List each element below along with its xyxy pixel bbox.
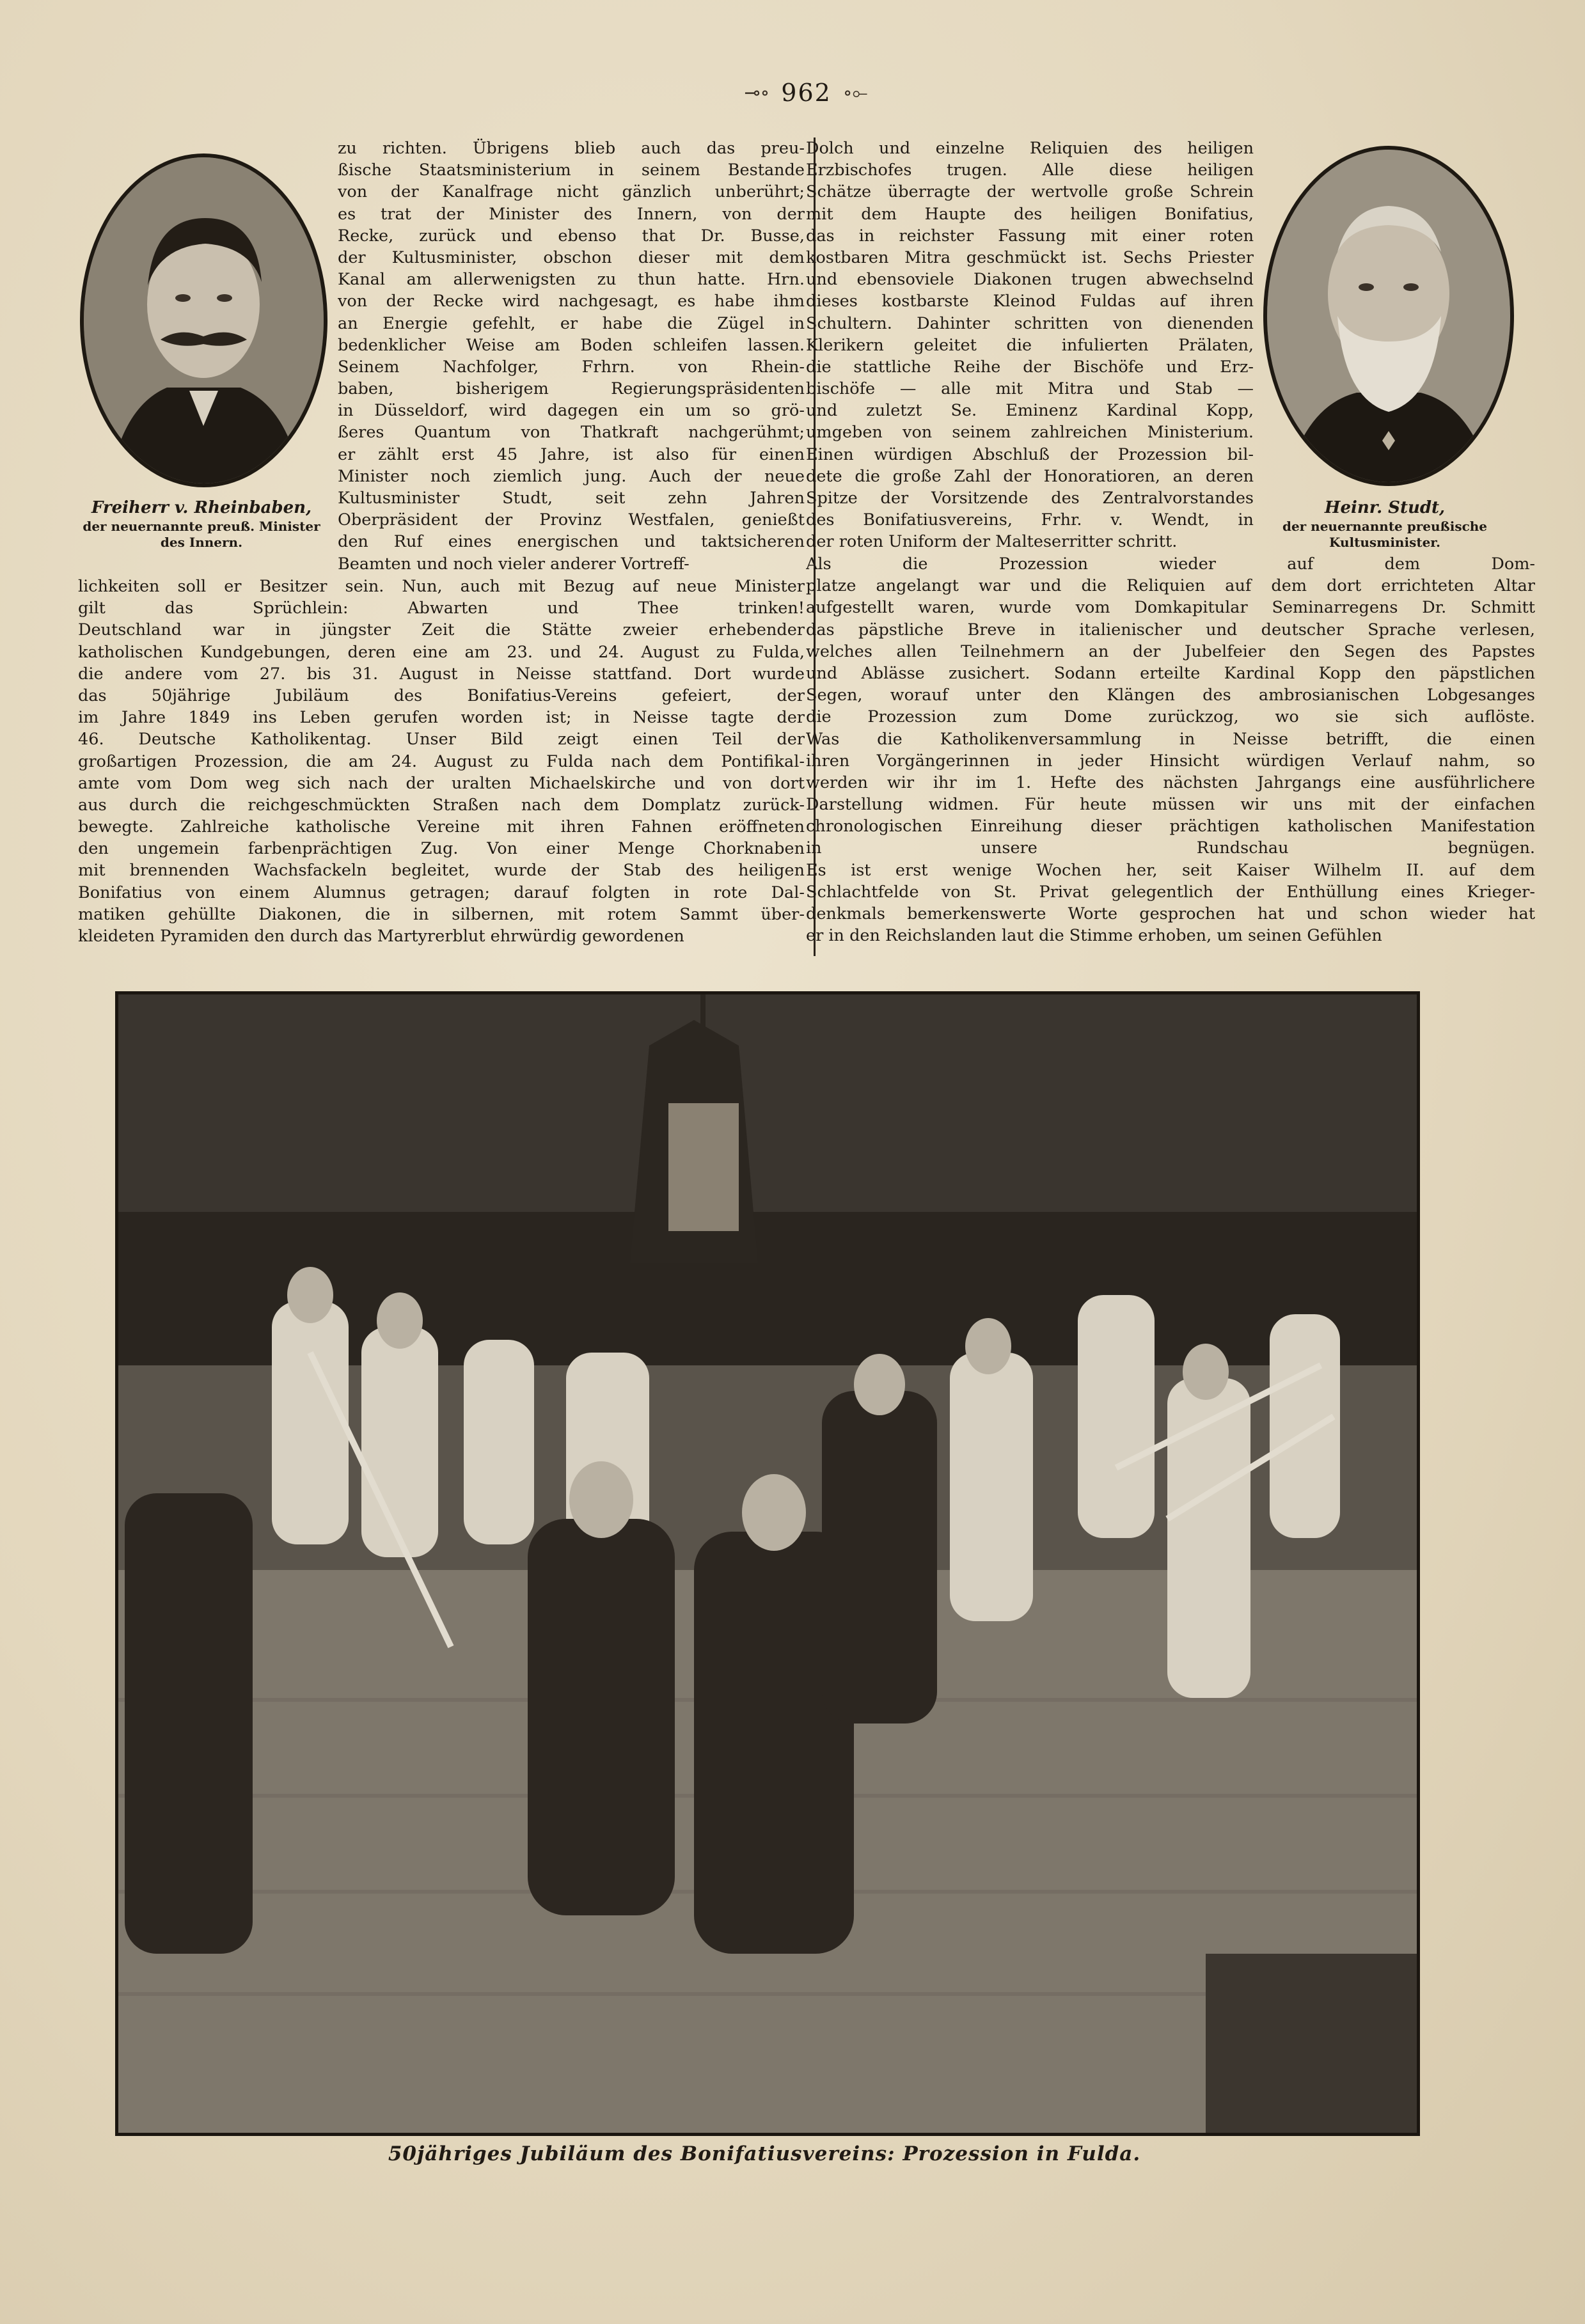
text-line: in unsere Rundschau begnügen. (806, 838, 1535, 858)
text-line: Als die Prozession wieder auf dem Dom- (806, 554, 1535, 574)
text-line: mit brennenden Wachsfackeln begleitet, wurde der Stab des heiligen (78, 861, 805, 881)
column-left-full (78, 576, 805, 947)
text-line: Es ist erst wenige Wochen her, seit Kaiser Wilhelm II. auf dem (806, 860, 1535, 880)
text-line: zu richten. Übrigens blieb auch das preu- (338, 139, 805, 158)
text-line: das 50jährige Jubiläum des Bonifatius-Vereins gefeiert, der (78, 686, 805, 705)
text-line: lichkeiten soll er Besitzer sein. Nun, auch mit Bezug auf neue Minister (78, 577, 805, 596)
page-number-text: 962 (781, 79, 832, 107)
portrait-studt (1263, 146, 1514, 486)
text-line: mit dem Haupte des heiligen Bonifatius, (806, 204, 1254, 224)
text-line: Dolch und einzelne Reliquien des heiligen (806, 139, 1254, 158)
text-line: und ebensoviele Diakonen trugen abwechselnd (806, 270, 1254, 290)
text-line: Recke, zurück und ebenso that Dr. Busse, (338, 226, 805, 246)
text-line: Segen, worauf unter den Klängen des ambrosianischen Lobgesanges (806, 686, 1535, 705)
text-line: Schätze überragte der wertvolle große Schrein (806, 182, 1254, 202)
text-line: des Bonifatiusvereins, Frhr. v. Wendt, in (806, 510, 1254, 530)
text-line: amte vom Dom weg sich nach der uralten Michaelskirche und von dort (78, 773, 805, 793)
text-line: den ungemein farbenprächtigen Zug. Von einer Menge Chorknaben (78, 839, 805, 859)
text-line: welches allen Teilnehmern an der Jubelfeier den Segen des Papstes (806, 641, 1535, 661)
text-line: kleideten Pyramiden den durch das Martyrerblut ehrwürdig gewordenen (78, 927, 684, 946)
procession-photo-image (118, 994, 1417, 2133)
text-line: matiken gehüllte Diakonen, die in silbernen, mit rotem Sammt über- (78, 904, 805, 924)
text-line: Schultern. Dahinter schritten von dienenden (806, 313, 1254, 333)
text-line: bewegte. Zahlreiche katholische Vereine mit ihren Fahnen eröffneten (78, 817, 805, 837)
text-line: Kultusminister Studt, seit zehn Jahren (338, 489, 805, 508)
caption-studt-role-2: Kultusminister. (1329, 534, 1440, 550)
text-line: er in den Reichslanden laut die Stimme erhoben, um seinen Gefühlen (806, 926, 1382, 946)
text-line: die Prozession zum Dome zurückzog, wo sie sich auflöste. (806, 707, 1535, 727)
caption-rheinbaben (61, 498, 342, 551)
text-line: er zählt erst 45 Jahre, ist also für einen (338, 444, 805, 464)
text-line: großartigen Prozession, die am 24. August zu Fulda nach dem Pontifikal- (78, 751, 805, 771)
text-line: an Energie gefehlt, er habe die Zügel in (338, 313, 805, 333)
text-line: gilt das Sprüchlein: Abwarten und Thee trinken! (78, 599, 805, 618)
text-line: denkmals bemerkenswerte Worte gesprochen hat und schon wieder hat (806, 904, 1535, 923)
text-line: Beamten und noch vieler anderer Vortreff- (338, 554, 690, 574)
text-line: Einen würdigen Abschluß der Prozession bil- (806, 444, 1254, 464)
text-line: Spitze der Vorsitzende des Zentralvorstandes (806, 489, 1254, 508)
text-line: und zuletzt Se. Eminenz Kardinal Kopp, (806, 401, 1254, 421)
text-line: in Düsseldorf, wird dagegen ein um so grö- (338, 401, 805, 421)
column-right-full (806, 553, 1535, 946)
portrait-studt-image (1267, 150, 1510, 482)
caption-rheinbaben-name: Freiherr v. Rheinbaben, (91, 498, 312, 517)
text-line: ßische Staatsministerium in seinem Bestande (338, 161, 805, 180)
ornament-right-icon: ∘⟜ (842, 81, 868, 104)
text-line: kostbaren Mitra geschmückt ist. Sechs Priester (806, 247, 1254, 267)
text-line: Was die Katholikenversammlung in Neisse betrifft, die einen (806, 729, 1535, 749)
text-line: Seinem Nachfolger, Frhrn. von Rhein- (338, 357, 805, 377)
text-line: bedenklicher Weise am Boden schleifen lassen. (338, 335, 805, 355)
caption-studt-name: Heinr. Studt, (1324, 498, 1446, 517)
text-line: von der Recke wird nachgesagt, es habe ihm (338, 292, 805, 311)
text-line: Erzbischofes trugen. Alle diese heiligen (806, 161, 1254, 180)
page-number (691, 70, 921, 115)
text-line: das in reichster Fassung mit einer roten (806, 226, 1254, 246)
text-line: den Ruf eines energischen und taktsicheren (338, 532, 805, 552)
text-line: Klerikern geleitet die infulierten Prälaten, (806, 335, 1254, 355)
text-line: die stattliche Reihe der Bischöfe und Erz- (806, 357, 1254, 377)
text-line: chronologischen Einreihung dieser prächtigen katholischen Manifestation (806, 817, 1535, 836)
text-line: ihren Vorgängerinnen in jeder Hinsicht würdigen Verlauf nahm, so (806, 751, 1535, 771)
portrait-rheinbaben-image (84, 157, 324, 483)
column-right-narrow (806, 137, 1254, 553)
text-line: dieses kostbarste Kleinod Fuldas auf ihren (806, 292, 1254, 311)
text-line: der Kultusminister, obschon dieser mit dem (338, 247, 805, 267)
text-line: im Jahre 1849 ins Leben gerufen worden ist; in Neisse tagte der (78, 708, 805, 728)
caption-rheinbaben-role-1: der neuernannte preuß. Minister (83, 518, 320, 534)
text-line: Bonifatius von einem Alumnus getragen; darauf folgten in rote Dal- (78, 883, 805, 902)
text-line: ßeres Quantum von Thatkraft nachgerühmt; (338, 423, 805, 443)
text-line: Schlachtfelde von St. Privat gelegentlich der Enthüllung eines Krieger- (806, 882, 1535, 902)
text-line: 46. Deutsche Katholikentag. Unser Bild zeigt einen Teil der (78, 730, 805, 750)
text-line: baben, bisherigem Regierungspräsidenten (338, 379, 805, 399)
procession-photo (115, 991, 1420, 2136)
text-line: Kanal am allerwenigsten zu thun hatte. Hrn. (338, 270, 805, 290)
column-left-narrow (338, 137, 805, 575)
text-line: bischöfe — alle mit Mitra und Stab — (806, 379, 1254, 399)
caption-rheinbaben-role-2: des Innern. (160, 534, 243, 550)
text-line: aus durch die reichgeschmückten Straßen nach dem Domplatz zurück- (78, 795, 805, 815)
text-line: Deutschland war in jüngster Zeit die Stätte zweier erhebender (78, 620, 805, 640)
text-line: umgeben von seinem zahlreichen Ministerium. (806, 423, 1254, 443)
text-line: die andere vom 27. bis 31. August in Neisse stattfand. Dort wurde (78, 664, 805, 684)
text-line: von der Kanalfrage nicht gänzlich unberührt; (338, 182, 805, 202)
text-line: das päpstliche Breve in italienischer und deutscher Sprache verlesen, (806, 620, 1535, 640)
text-line: platze angelangt war und die Reliquien auf dem dort errichteten Altar (806, 576, 1535, 596)
text-line: und Ablässe zusichert. Sodann erteilte Kardinal Kopp den päpstlichen (806, 663, 1535, 683)
text-line: aufgestellt waren, wurde vom Domkapitular Seminarregens Dr. Schmitt (806, 598, 1535, 618)
portrait-rheinbaben (80, 153, 327, 487)
caption-studt (1247, 498, 1522, 551)
text-line: Darstellung widmen. Für heute müssen wir uns mit der einfachen (806, 795, 1535, 815)
text-line: werden wir ihr im 1. Hefte des nächsten Jahrgangs eine ausführlichere (806, 773, 1535, 792)
text-line: Oberpräsident der Provinz Westfalen, genießt (338, 510, 805, 530)
text-line: der roten Uniform der Malteserritter schritt. (806, 532, 1178, 552)
text-line: katholischen Kundgebungen, deren eine am 23. und 24. August zu Fulda, (78, 642, 805, 662)
text-line: Minister noch ziemlich jung. Auch der neue (338, 466, 805, 486)
ornament-left-icon: ⊸∘ (744, 81, 770, 104)
caption-studt-role-1: der neuernannte preußische (1282, 518, 1488, 534)
text-line: dete die große Zahl der Honoratioren, an deren (806, 466, 1254, 486)
text-line: es trat der Minister des Innern, von der (338, 204, 805, 224)
photo-caption: 50jähriges Jubiläum des Bonifatiusvereins: Prozession in Fulda. (388, 2142, 1141, 2165)
